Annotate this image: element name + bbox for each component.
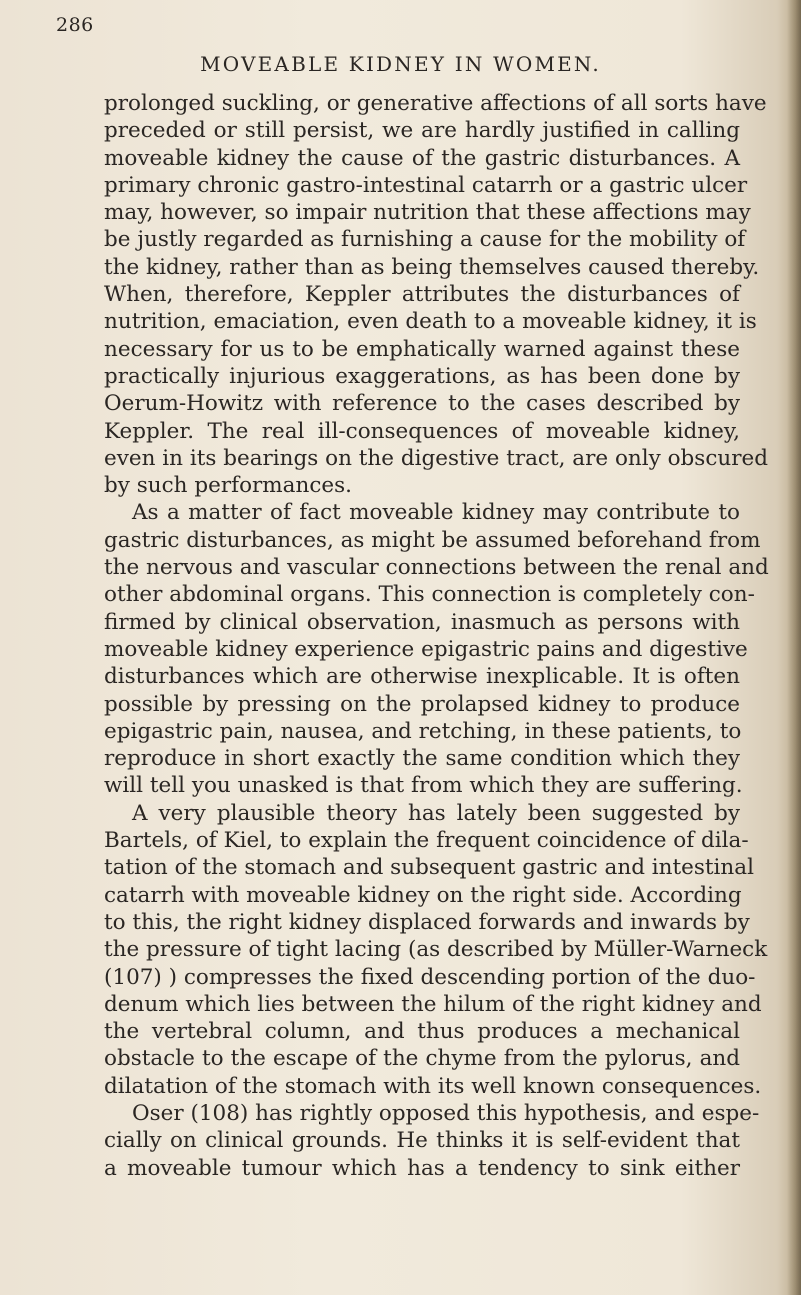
text-line: (107) ) compresses the fixed descending portion of the duo- — [104, 964, 756, 990]
text-line: necessary for us to be emphatically warned against these — [104, 336, 740, 362]
text-line: denum which lies between the hilum of the right kidney and — [104, 991, 762, 1017]
text-line: moveable kidney the cause of the gastric disturbances. A — [104, 145, 740, 171]
text-line: Bartels, of Kiel, to explain the frequent coincidence of dila- — [104, 828, 749, 854]
text-line: the kidney, rather than as being themselves caused thereby. — [104, 254, 760, 280]
text-line-paragraph-start: As a matter of fact moveable kidney may contribute to — [132, 500, 740, 526]
text-line: prolonged suckling, or generative affections of all sorts have — [104, 91, 767, 116]
text-line: catarrh with moveable kidney on the right side. According — [104, 882, 742, 908]
text-line-paragraph-start: A very plausible theory has lately been suggested by — [132, 800, 740, 826]
text-line: possible by pressing on the prolapsed kidney to produce — [104, 691, 740, 717]
text-line: other abdominal organs. This connection is completely con- — [104, 582, 755, 608]
page-number: 286 — [56, 14, 94, 36]
text-line: reproduce in short exactly the same condition which they — [104, 746, 740, 772]
text-line: to this, the right kidney displaced forwards and inwards by — [104, 909, 750, 935]
text-line: the pressure of tight lacing (as described by Müller-Warneck — [104, 937, 768, 963]
text-line-paragraph-end: dilatation of the stomach with its well known consequences. — [104, 1073, 762, 1099]
text-line: primary chronic gastro-intestinal catarrh or a gastric ulcer — [104, 172, 748, 198]
running-title: MOVEABLE KIDNEY IN WOMEN. — [200, 52, 601, 76]
text-line: obstacle to the escape of the chyme from the pylorus, and — [104, 1046, 740, 1072]
text-line: disturbances which are otherwise inexplicable. It is often — [104, 664, 740, 690]
text-line: practically injurious exaggerations, as has been done by — [104, 363, 740, 389]
text-line: may, however, so impair nutrition that these affections may — [104, 200, 751, 226]
text-line: the vertebral column, and thus produces a mechanical — [104, 1019, 740, 1045]
text-line-paragraph-start: Oser (108) has rightly opposed this hypothesis, and espe- — [132, 1100, 760, 1126]
text-line: moveable kidney experience epigastric pains and digestive — [104, 636, 748, 662]
text-line: be justly regarded as furnishing a cause for the mobility of — [104, 227, 746, 253]
text-line: tation of the stomach and subsequent gastric and intestinal — [104, 855, 754, 881]
text-line: a moveable tumour which has a tendency to sink either — [104, 1155, 740, 1181]
text-line: Oerum-Howitz with reference to the cases described by — [104, 391, 740, 417]
page-edge-shadow — [787, 0, 801, 1295]
text-line-paragraph-end: will tell you unasked is that from which they are suffering. — [104, 773, 743, 799]
text-line: gastric disturbances, as might be assumed beforehand from — [104, 527, 761, 553]
text-line: firmed by clinical observation, inasmuch as persons with — [104, 609, 740, 635]
text-line: even in its bearings on the digestive tract, are only obscured — [104, 445, 768, 471]
text-line: preceded or still persist, we are hardly justified in calling — [104, 118, 740, 144]
text-line: epigastric pain, nausea, and retching, in these patients, to — [104, 718, 742, 744]
text-line: cially on clinical grounds. He thinks it is self-evident that — [104, 1128, 740, 1154]
text-line: nutrition, emaciation, even death to a moveable kidney, it is — [104, 309, 757, 335]
text-line: the nervous and vascular connections between the renal and — [104, 555, 769, 581]
text-line: When, therefore, Keppler attributes the disturbances of — [104, 282, 740, 308]
text-line: Keppler. The real ill-consequences of moveable kidney, — [104, 418, 740, 444]
text-line-paragraph-end: by such performances. — [104, 473, 352, 499]
body-text — [104, 90, 769, 1182]
